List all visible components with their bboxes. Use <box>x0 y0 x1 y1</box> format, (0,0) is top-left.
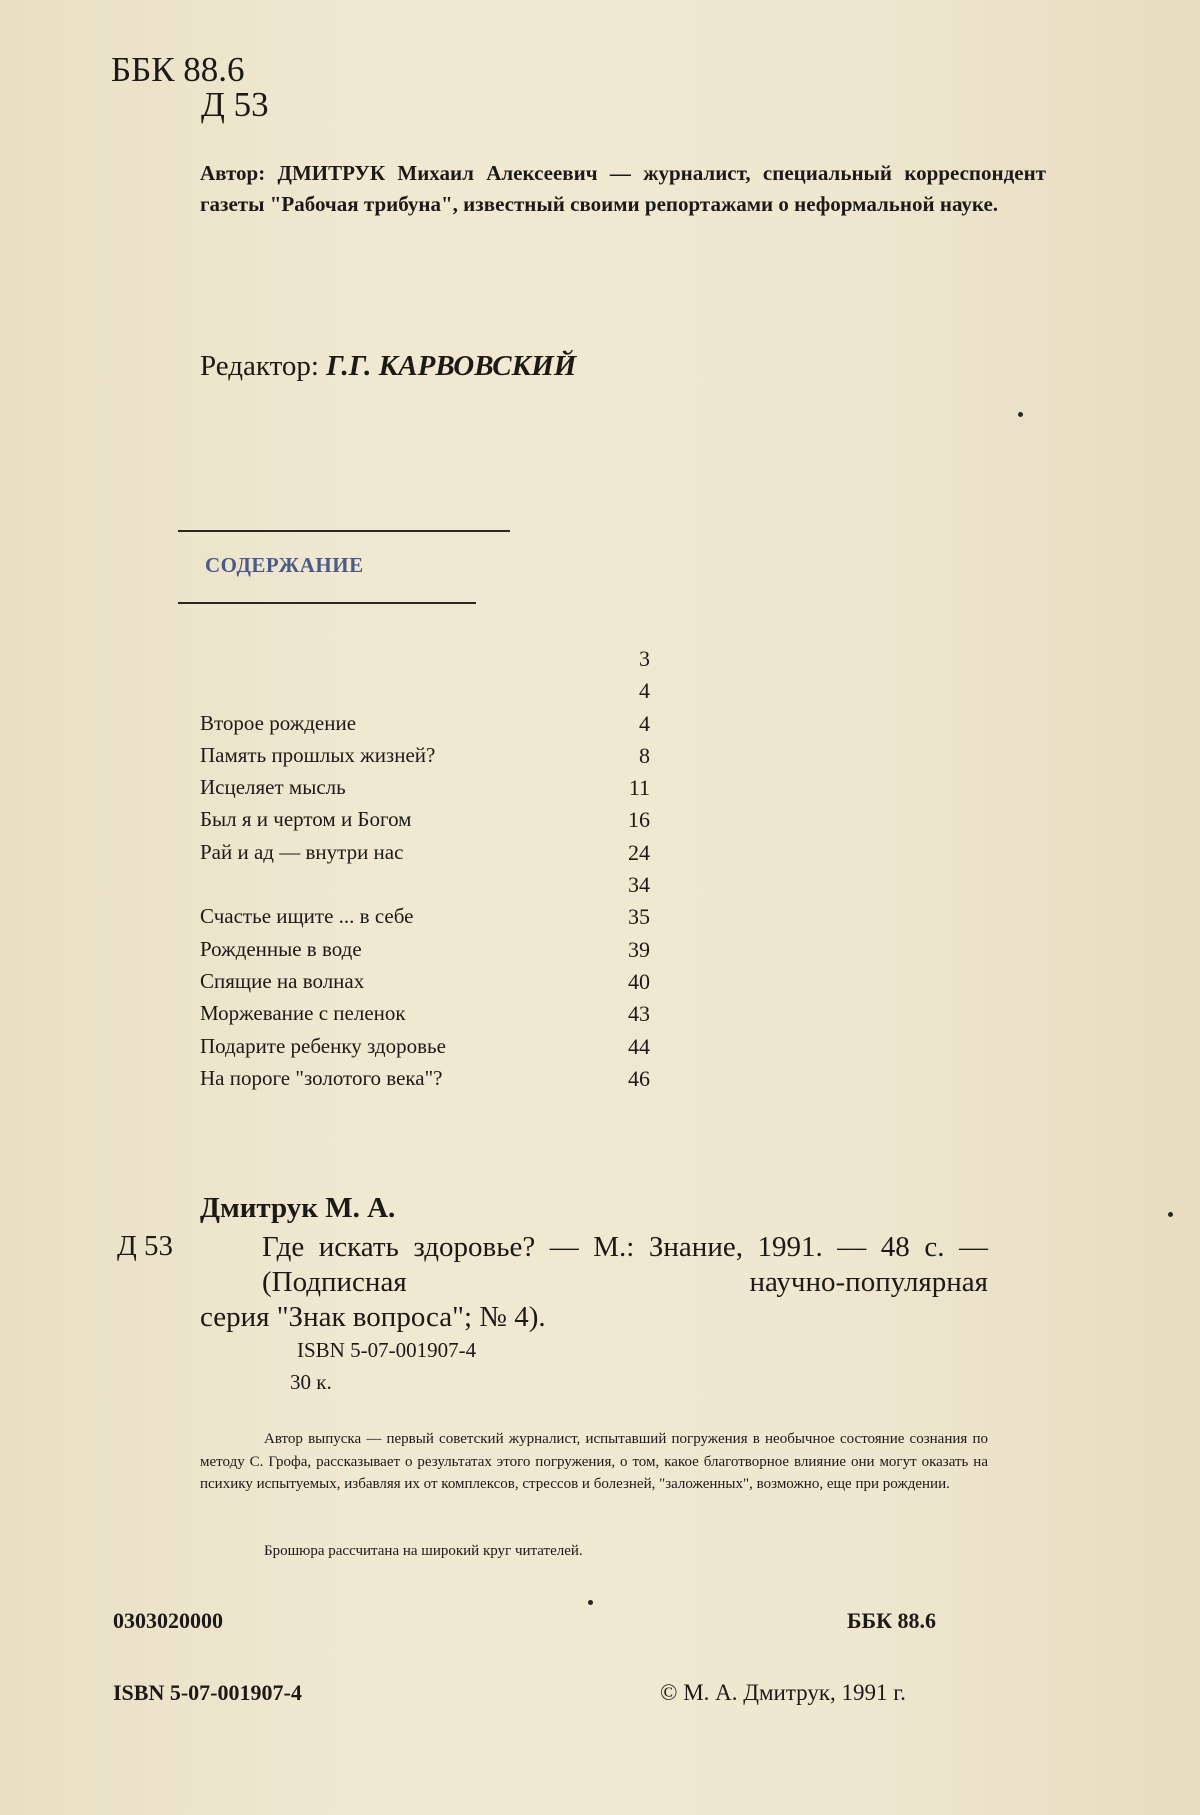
toc-entry-page: 40 <box>628 968 650 994</box>
copyright: © М. А. Дмитрук, 1991 г. <box>660 1680 906 1705</box>
catalog-card-description: Где искать здоровье? — М.: Знание, 1991. — 48 с. — (Подписная научно-популярная <box>262 1231 988 1298</box>
price: 30 к. <box>290 1370 332 1394</box>
toc-entry-title: Второе рождение <box>200 710 357 735</box>
toc-entry <box>200 900 660 932</box>
editor-name: Г.Г. КАРВОВСКИЙ <box>326 350 577 382</box>
toc-entry <box>200 642 660 674</box>
toc-entry-page: 4 <box>639 710 650 736</box>
catalog-card-author: Дмитрук М. А. <box>200 1192 396 1224</box>
toc-entry-title: Память прошлых жизней? <box>200 742 436 767</box>
toc-entry-title: Спящие на волнах <box>200 968 365 993</box>
toc-rule-bottom <box>178 602 476 604</box>
toc-entry-page: 11 <box>628 775 650 801</box>
editor-line <box>200 350 576 383</box>
bbk-classification <box>111 52 269 122</box>
footer-isbn: ISBN 5-07-001907-4 <box>113 1680 302 1705</box>
toc-entry-page: 43 <box>628 1001 650 1027</box>
toc-entry-page: 3 <box>639 646 650 671</box>
toc-entry-page: 39 <box>628 936 650 962</box>
toc-entry <box>200 836 660 868</box>
toc-entry <box>200 965 660 997</box>
toc-entry-page: 24 <box>628 839 650 865</box>
catalog-card-series: серия "Знак вопроса"; № 4). <box>200 1301 546 1333</box>
toc-entry <box>200 997 660 1029</box>
toc-entry-title: Рай и ад — внутри нас <box>200 839 404 864</box>
toc-entry-page: 4 <box>639 678 650 704</box>
print-speck <box>1168 1212 1173 1217</box>
bbk-code: ББК 88.6 <box>111 50 245 89</box>
toc-entry <box>200 868 660 900</box>
editor-label: Редактор: <box>200 350 319 382</box>
annotation-text: Автор выпуска — первый советский журналист, испытавший погружения в необычное состояние сознания по методу С. Грофа, рассказывает о результатах этого погружения, о том, какое благотворное влияние они могут оказать на психику испытуемых, избавляя их от комплексов, стрессов и болезней, "заложенных", возможно, еще при рождении. <box>200 1431 988 1492</box>
toc-entry <box>200 1030 660 1062</box>
toc-entry-page: 8 <box>639 742 650 768</box>
toc-entry-title: Моржевание с пеленок <box>200 1001 406 1026</box>
publication-code: 0303020000 <box>113 1608 223 1633</box>
toc-entry <box>200 739 660 771</box>
toc-heading: СОДЕРЖАНИЕ <box>205 553 364 577</box>
print-speck <box>1018 412 1023 417</box>
annotation-audience: Брошюра рассчитана на широкий круг читателей. <box>264 1543 583 1559</box>
footer-bbk: ББК 88.6 <box>847 1608 937 1633</box>
catalog-card-code: Д 53 <box>117 1230 174 1262</box>
author-mark: Д 53 <box>201 85 269 124</box>
toc-entry-page: 16 <box>628 807 650 833</box>
toc-entry-title: Был я и чертом и Богом <box>200 807 412 832</box>
toc-entry <box>200 771 660 803</box>
toc-entry-page: 44 <box>628 1033 650 1059</box>
print-speck <box>588 1600 593 1605</box>
toc-entry-page: 35 <box>628 904 650 930</box>
catalog-card-isbn: ISBN 5-07-001907-4 <box>297 1338 477 1362</box>
toc-entry-title: Подарите ребенку здоровье <box>200 1033 446 1058</box>
toc-entry <box>200 707 660 739</box>
toc-rule-top <box>178 530 510 532</box>
toc-entry-title: На пороге "золотого века"? <box>200 1065 443 1090</box>
toc-entry-page: 46 <box>628 1065 650 1091</box>
toc-entry-title: Счастье ищите ... в себе <box>200 904 414 929</box>
toc-entry-page: 34 <box>628 872 650 898</box>
toc-entry <box>200 933 660 965</box>
author-note: Автор: ДМИТРУК Михаил Алексеевич — журналист, специальный корреспондент газеты "Рабочая трибуна", известный своими репортажами о неформальной науке. <box>200 161 1046 216</box>
toc-entry-title: Рожденные в воде <box>200 936 362 961</box>
table-of-contents <box>200 642 660 1094</box>
toc-entry <box>200 674 660 706</box>
toc-entry <box>200 1062 660 1094</box>
toc-entry <box>200 803 660 835</box>
toc-entry-title: Исцеляет мысль <box>200 775 346 800</box>
